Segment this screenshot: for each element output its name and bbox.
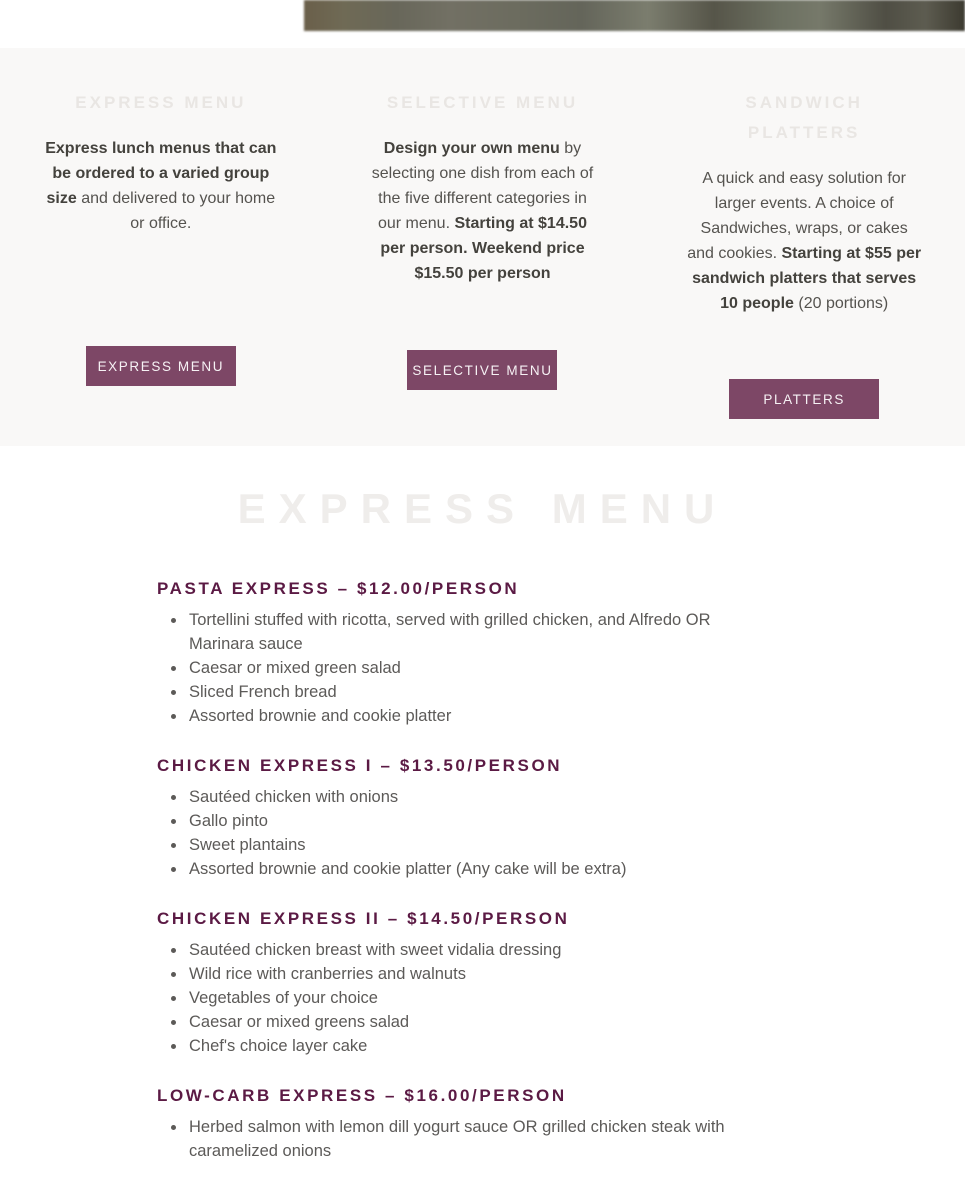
- card-description-segment: (20 portions): [793, 295, 889, 312]
- express-menu-listing: [157, 578, 802, 1190]
- menu-item: • Sweet plantains: [187, 833, 772, 857]
- menu-item: • Caesar or mixed green salad: [187, 656, 772, 680]
- card-description: [365, 136, 599, 286]
- menu-item: • Chef's choice layer cake: [187, 1034, 772, 1058]
- menu-item: • Assorted brownie and cookie platter: [187, 704, 772, 728]
- menu-item: • Caesar or mixed greens salad: [187, 1010, 772, 1034]
- menu-option-card: [322, 88, 644, 446]
- card-button[interactable]: SELECTIVE MENU: [407, 350, 557, 390]
- card-title: EXPRESS MENU: [75, 93, 247, 112]
- card-description-segment: Starting at $55 per sandwich platters that serves 10 people: [692, 245, 922, 312]
- menu-section-heading: PASTA EXPRESS – $12.00/PERSON: [157, 579, 520, 598]
- card-description-segment: and delivered to your home or office.: [76, 190, 276, 232]
- menu-section-heading: LOW-CARB EXPRESS – $16.00/PERSON: [157, 1086, 567, 1105]
- card-description: [44, 136, 278, 236]
- card-description-segment: A quick and easy solution for larger events. A choice of Sandwiches, wraps, or cakes and cookies.: [687, 170, 908, 262]
- menu-item-list: [157, 608, 772, 728]
- menu-options-band: [0, 48, 965, 446]
- menu-item: • Vegetables of your choice: [187, 986, 772, 1010]
- menu-section-heading: CHICKEN EXPRESS II – $14.50/PERSON: [157, 909, 570, 928]
- card-button[interactable]: PLATTERS: [729, 379, 879, 419]
- card-title: SELECTIVE MENU: [386, 93, 579, 112]
- menu-item: • Assorted brownie and cookie platter (Any cake will be extra): [187, 857, 772, 881]
- menu-item: • Gallo pinto: [187, 809, 772, 833]
- menu-item-list: [157, 785, 772, 881]
- menu-item: • Wild rice with cranberries and walnuts: [187, 962, 772, 986]
- menu-option-card: [643, 88, 965, 446]
- menu-section: [157, 755, 802, 881]
- card-title: SANDWICH PLATTERS: [745, 93, 863, 142]
- express-menu-page-title: EXPRESS MENU: [237, 485, 728, 532]
- card-button[interactable]: EXPRESS MENU: [86, 346, 236, 386]
- menu-section: [157, 578, 802, 728]
- card-description-segment: Express lunch menus that can be ordered to a varied group size: [45, 140, 277, 207]
- menu-item: • Herbed salmon with lemon dill yogurt sauce OR grilled chicken steak with caramelized onions: [187, 1115, 772, 1163]
- menu-item: • Sautéed chicken breast with sweet vidalia dressing: [187, 938, 772, 962]
- menu-item-list: [157, 1115, 772, 1163]
- menu-item: • Sliced French bread: [187, 680, 772, 704]
- menu-item: • Sautéed chicken with onions: [187, 785, 772, 809]
- card-description-segment: Design your own menu: [383, 140, 560, 157]
- hero-photo-strip: [304, 0, 965, 31]
- card-description-segment: Starting at $14.50 per person. Weekend price $15.50 per person: [380, 215, 587, 282]
- card-description-segment: by selecting one dish from each of the five different categories in our menu.: [371, 140, 594, 232]
- menu-section: [157, 908, 802, 1058]
- menu-section-heading: CHICKEN EXPRESS I – $13.50/PERSON: [157, 756, 563, 775]
- card-description: [687, 166, 921, 316]
- menu-item: • Tortellini stuffed with ricotta, served with grilled chicken, and Alfredo OR Marinara sauce: [187, 608, 772, 656]
- menu-section: [157, 1085, 802, 1163]
- menu-option-cards: [0, 48, 965, 446]
- menu-item-list: [157, 938, 772, 1058]
- menu-option-card: [0, 88, 322, 446]
